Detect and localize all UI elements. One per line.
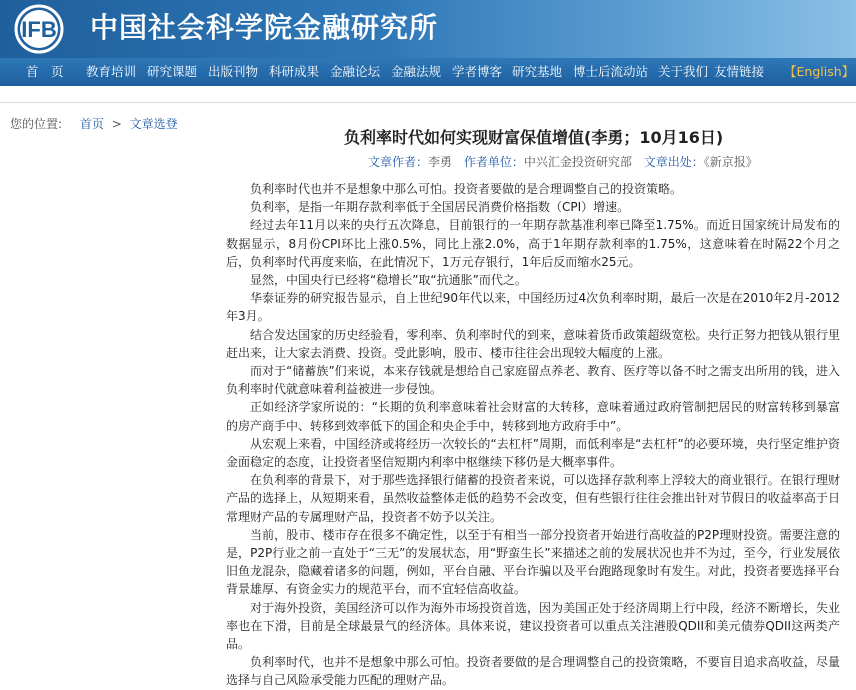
- article-paragraph: 显然，中国央行已经将“稳增长”取“抗通胀”而代之。: [250, 273, 527, 288]
- nav-item-research-results[interactable]: 科研成果: [269, 64, 320, 79]
- header-divider: [0, 86, 856, 103]
- main-nav: [0, 58, 856, 88]
- nav-item-finance-forum[interactable]: 金融论坛: [330, 64, 381, 79]
- article-meta: [368, 154, 766, 170]
- article-paragraph: 当前，股市、楼市存在很多不确定性，以至于有相当一部分投资者开始进行高收益的P2P理财投资。需要注意的是，P2P行业之前一直处于“三无”的发展状态，用“野蛮生长”来描述之前的发展状况也并不为过，至今，行业发展依旧鱼龙混杂，隐藏着诸多的问题，例如，平台自融、平台诈骗以及平台跑路现象时有发生。对此，投资者要选择平台背景雄厚、有资金实力的规范平台，而不宜轻信高收益。: [226, 527, 840, 597]
- logo-text: IFB: [21, 17, 57, 42]
- article-paragraph: 华泰证券的研究报告显示，自上世纪90年代以来，中国经历过4次负利率时期，最后一次是在2010年2月-2012年3月。: [226, 291, 840, 324]
- article-source: 《新京报》: [703, 155, 758, 169]
- article-paragraph: 从宏观上来看，中国经济或将经历一次较长的“去杠杆”周期，而低利率是“去杠杆”的必要环境，央行坚定维护资金面稳定的态度，让投资者坚信短期内利率中枢继续下移仍是大概率事件。: [226, 436, 840, 470]
- source-label: 文章出处：: [643, 155, 704, 169]
- article-paragraph: 而对于“储蓄族”们来说，本来存钱就是想给自己家庭留点养老、教育、医疗等以备不时之需支出所用的钱，进入负利率时代就意味着利益被进一步侵蚀。: [226, 364, 840, 397]
- nav-item-finance-law[interactable]: 金融法规: [391, 64, 442, 79]
- article-paragraph: 结合发达国家的历史经验看，零利率、负利率时代的到来，意味着货币政策超级宽松。央行正努力把钱从银行里赶出来，让大家去消费、投资。受此影响，股市、楼市往往会出现较大幅度的上涨。: [226, 327, 840, 360]
- site-title: 中国社会科学院金融研究所: [90, 11, 439, 44]
- article-body: [226, 180, 840, 690]
- nav-item-english[interactable]: 【English】: [784, 64, 855, 79]
- breadcrumb-section-link[interactable]: 文章选登: [129, 117, 178, 131]
- article-title: 负利率时代如何实现财富保值增值(李勇；10月16日): [344, 128, 724, 147]
- site-header: [0, 0, 856, 58]
- nav-item-education[interactable]: 教育培训: [86, 64, 137, 79]
- author-unit: 中兴汇金投资研究部: [523, 155, 632, 169]
- nav-item-scholar-blog[interactable]: 学者博客: [452, 64, 503, 79]
- nav-item-postdoc[interactable]: 博士后流动站: [573, 64, 649, 79]
- article-paragraph: 负利率时代，也并不是想象中那么可怕。投资者要做的是合理调整自己的投资策略，不要盲目追求高收益，尽量选择与自己风险承受能力匹配的理财产品。: [226, 655, 840, 688]
- breadcrumb-separator: >: [111, 117, 122, 131]
- unit-label: 作者单位：: [463, 155, 524, 169]
- nav-item-about[interactable]: 关于我们: [658, 64, 709, 79]
- breadcrumb-home-link[interactable]: 首页: [79, 117, 104, 131]
- nav-item-research-topics[interactable]: 研究课题: [147, 64, 198, 79]
- breadcrumb: [10, 116, 178, 132]
- ifb-logo-icon[interactable]: [8, 4, 74, 54]
- nav-item-home[interactable]: 首 页: [26, 64, 64, 79]
- article-paragraph: 对于海外投资，美国经济可以作为海外市场投资首选，因为美国正处于经济周期上行中段，经济不断增长，失业率也在下滑，目前是全球最景气的经济体。具体来说，建议投资者可以重点关注港股QDII和美元债券QDII这两类产品。: [226, 600, 840, 652]
- article-paragraph: 经过去年11月以来的央行五次降息，目前银行的一年期存款基准利率已降至1.75%。而近日国家统计局发布的数据显示，8月份CPI环比上涨0.5%，同比上涨2.0%，高于1年期存款利率的1.75%，这意味着在时隔22个月之后，负利率时代再度来临，在此情况下，1万元存银行，1年后反而缩水25元。: [226, 218, 840, 269]
- author-label: 文章作者：: [368, 155, 429, 169]
- article-paragraph: 负利率，是指一年期存款利率低于全国居民消费价格指数（CPI）增速。: [250, 200, 630, 215]
- nav-item-publications[interactable]: 出版刊物: [208, 64, 259, 79]
- breadcrumb-prefix: 您的位置:: [10, 117, 63, 131]
- article-paragraph: 正如经济学家所说的：“长期的负利率意味着社会财富的大转移，意味着通过政府管制把居民的财富转移到暴富的房产商手中、转移到效率低下的国企和央企手中，转移到地方政府手中”。: [226, 400, 840, 433]
- article-paragraph: 在负利率的背景下，对于那些选择银行储蓄的投资者来说，可以选择存款利率上浮较大的商业银行。在银行理财产品的选择上，从短期来看，虽然收益整体走低的趋势不会改变，但有些银行往往会推出针对节假日的收益率高于日常理财产品的专属理财产品，投资者不妨予以关注。: [226, 473, 840, 524]
- author-name: 李勇: [428, 155, 453, 169]
- article-paragraph: 负利率时代也并不是想象中那么可怕。投资者要做的是合理调整自己的投资策略。: [250, 182, 683, 196]
- nav-item-links[interactable]: 友情链接: [714, 64, 765, 79]
- nav-item-research-base[interactable]: 研究基地: [512, 64, 563, 79]
